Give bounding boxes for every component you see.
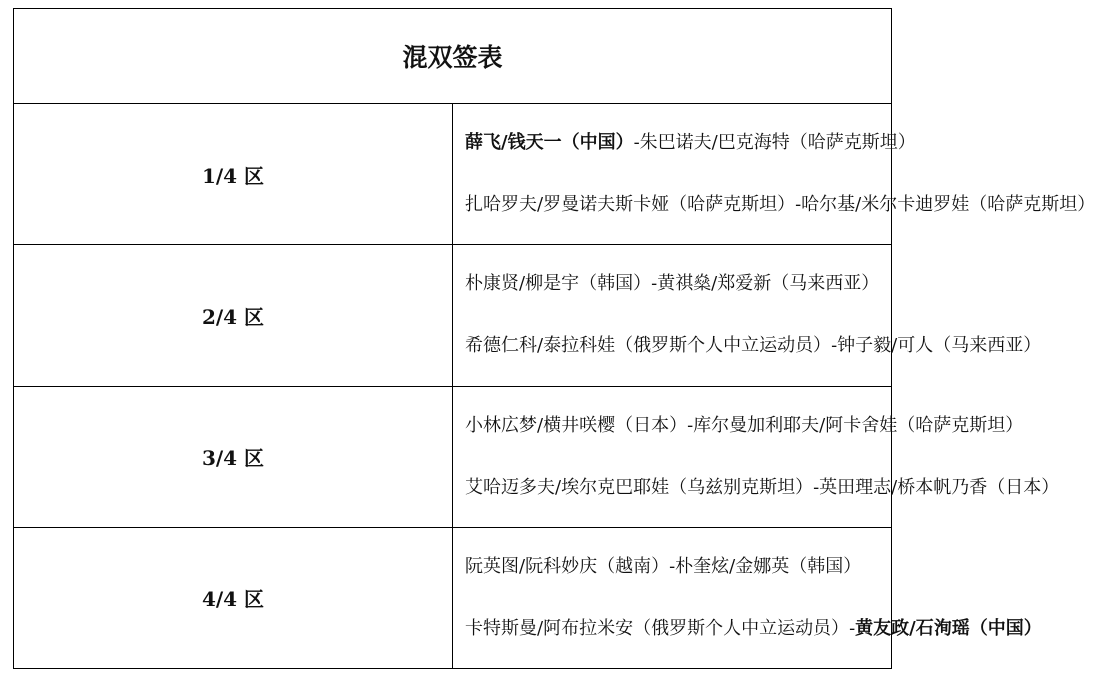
zone-row bbox=[14, 527, 892, 668]
team-left: 阮英图/阮科妙庆（越南） bbox=[465, 555, 670, 577]
match-separator: - bbox=[795, 194, 802, 216]
match-line bbox=[465, 131, 916, 155]
title-row bbox=[14, 9, 892, 104]
match-line bbox=[465, 476, 1060, 500]
zone-matches bbox=[453, 245, 1042, 386]
zone-row bbox=[14, 245, 892, 386]
match-separator: - bbox=[813, 476, 820, 498]
zone-label: 4/4 区 bbox=[14, 527, 453, 668]
match-line bbox=[465, 272, 891, 296]
match-line bbox=[465, 555, 891, 579]
team-left: 艾哈迈多夫/埃尔克巴耶娃（乌兹别克斯坦） bbox=[465, 476, 814, 498]
team-left: 薛飞/钱天一（中国） bbox=[465, 132, 634, 154]
draw-table bbox=[13, 8, 1095, 669]
team-right: 库尔曼加利耶夫/阿卡舍娃（哈萨克斯坦） bbox=[693, 414, 1024, 436]
zone-matches bbox=[453, 386, 1060, 527]
match-separator: - bbox=[669, 555, 676, 577]
match-separator: - bbox=[651, 273, 658, 295]
team-left: 希德仁科/泰拉科娃（俄罗斯个人中立运动员） bbox=[465, 335, 832, 357]
team-right: 钟子毅/可人（马来西亚） bbox=[837, 335, 1042, 357]
team-right: 朱巴诺夫/巴克海特（哈萨克斯坦） bbox=[639, 132, 916, 154]
team-right: 哈尔基/米尔卡迪罗娃（哈萨克斯坦） bbox=[801, 194, 1095, 216]
match-separator: - bbox=[687, 414, 694, 436]
zone-row bbox=[14, 104, 892, 245]
team-left: 朴康贤/柳是宇（韩国） bbox=[465, 273, 652, 295]
match-line bbox=[465, 193, 1095, 217]
team-right: 朴奎炫/金娜英（韩国） bbox=[675, 555, 862, 577]
team-left: 小林広梦/横井咲樱（日本） bbox=[465, 414, 688, 436]
zone-row bbox=[14, 386, 892, 527]
match-line bbox=[465, 334, 1042, 358]
zone-label: 2/4 区 bbox=[14, 245, 453, 386]
match-line bbox=[465, 617, 1042, 641]
zone-label: 1/4 区 bbox=[14, 104, 453, 245]
table-title: 混双签表 bbox=[14, 9, 892, 104]
team-left: 扎哈罗夫/罗曼诺夫斯卡娅（哈萨克斯坦） bbox=[465, 194, 796, 216]
team-left: 卡特斯曼/阿布拉米安（俄罗斯个人中立运动员） bbox=[465, 617, 850, 639]
team-right: 英田理志/桥本帆乃香（日本） bbox=[819, 476, 1060, 498]
zone-label: 3/4 区 bbox=[14, 386, 453, 527]
zone-matches bbox=[453, 527, 1042, 668]
match-separator: - bbox=[831, 335, 838, 357]
team-right: 黄祺燊/郑爱新（马来西亚） bbox=[657, 273, 880, 295]
zone-matches bbox=[453, 104, 1095, 245]
match-separator: - bbox=[633, 132, 640, 154]
match-separator: - bbox=[849, 617, 856, 639]
match-line bbox=[465, 414, 1024, 438]
team-right: 黄友政/石洵瑶（中国） bbox=[855, 617, 1042, 639]
